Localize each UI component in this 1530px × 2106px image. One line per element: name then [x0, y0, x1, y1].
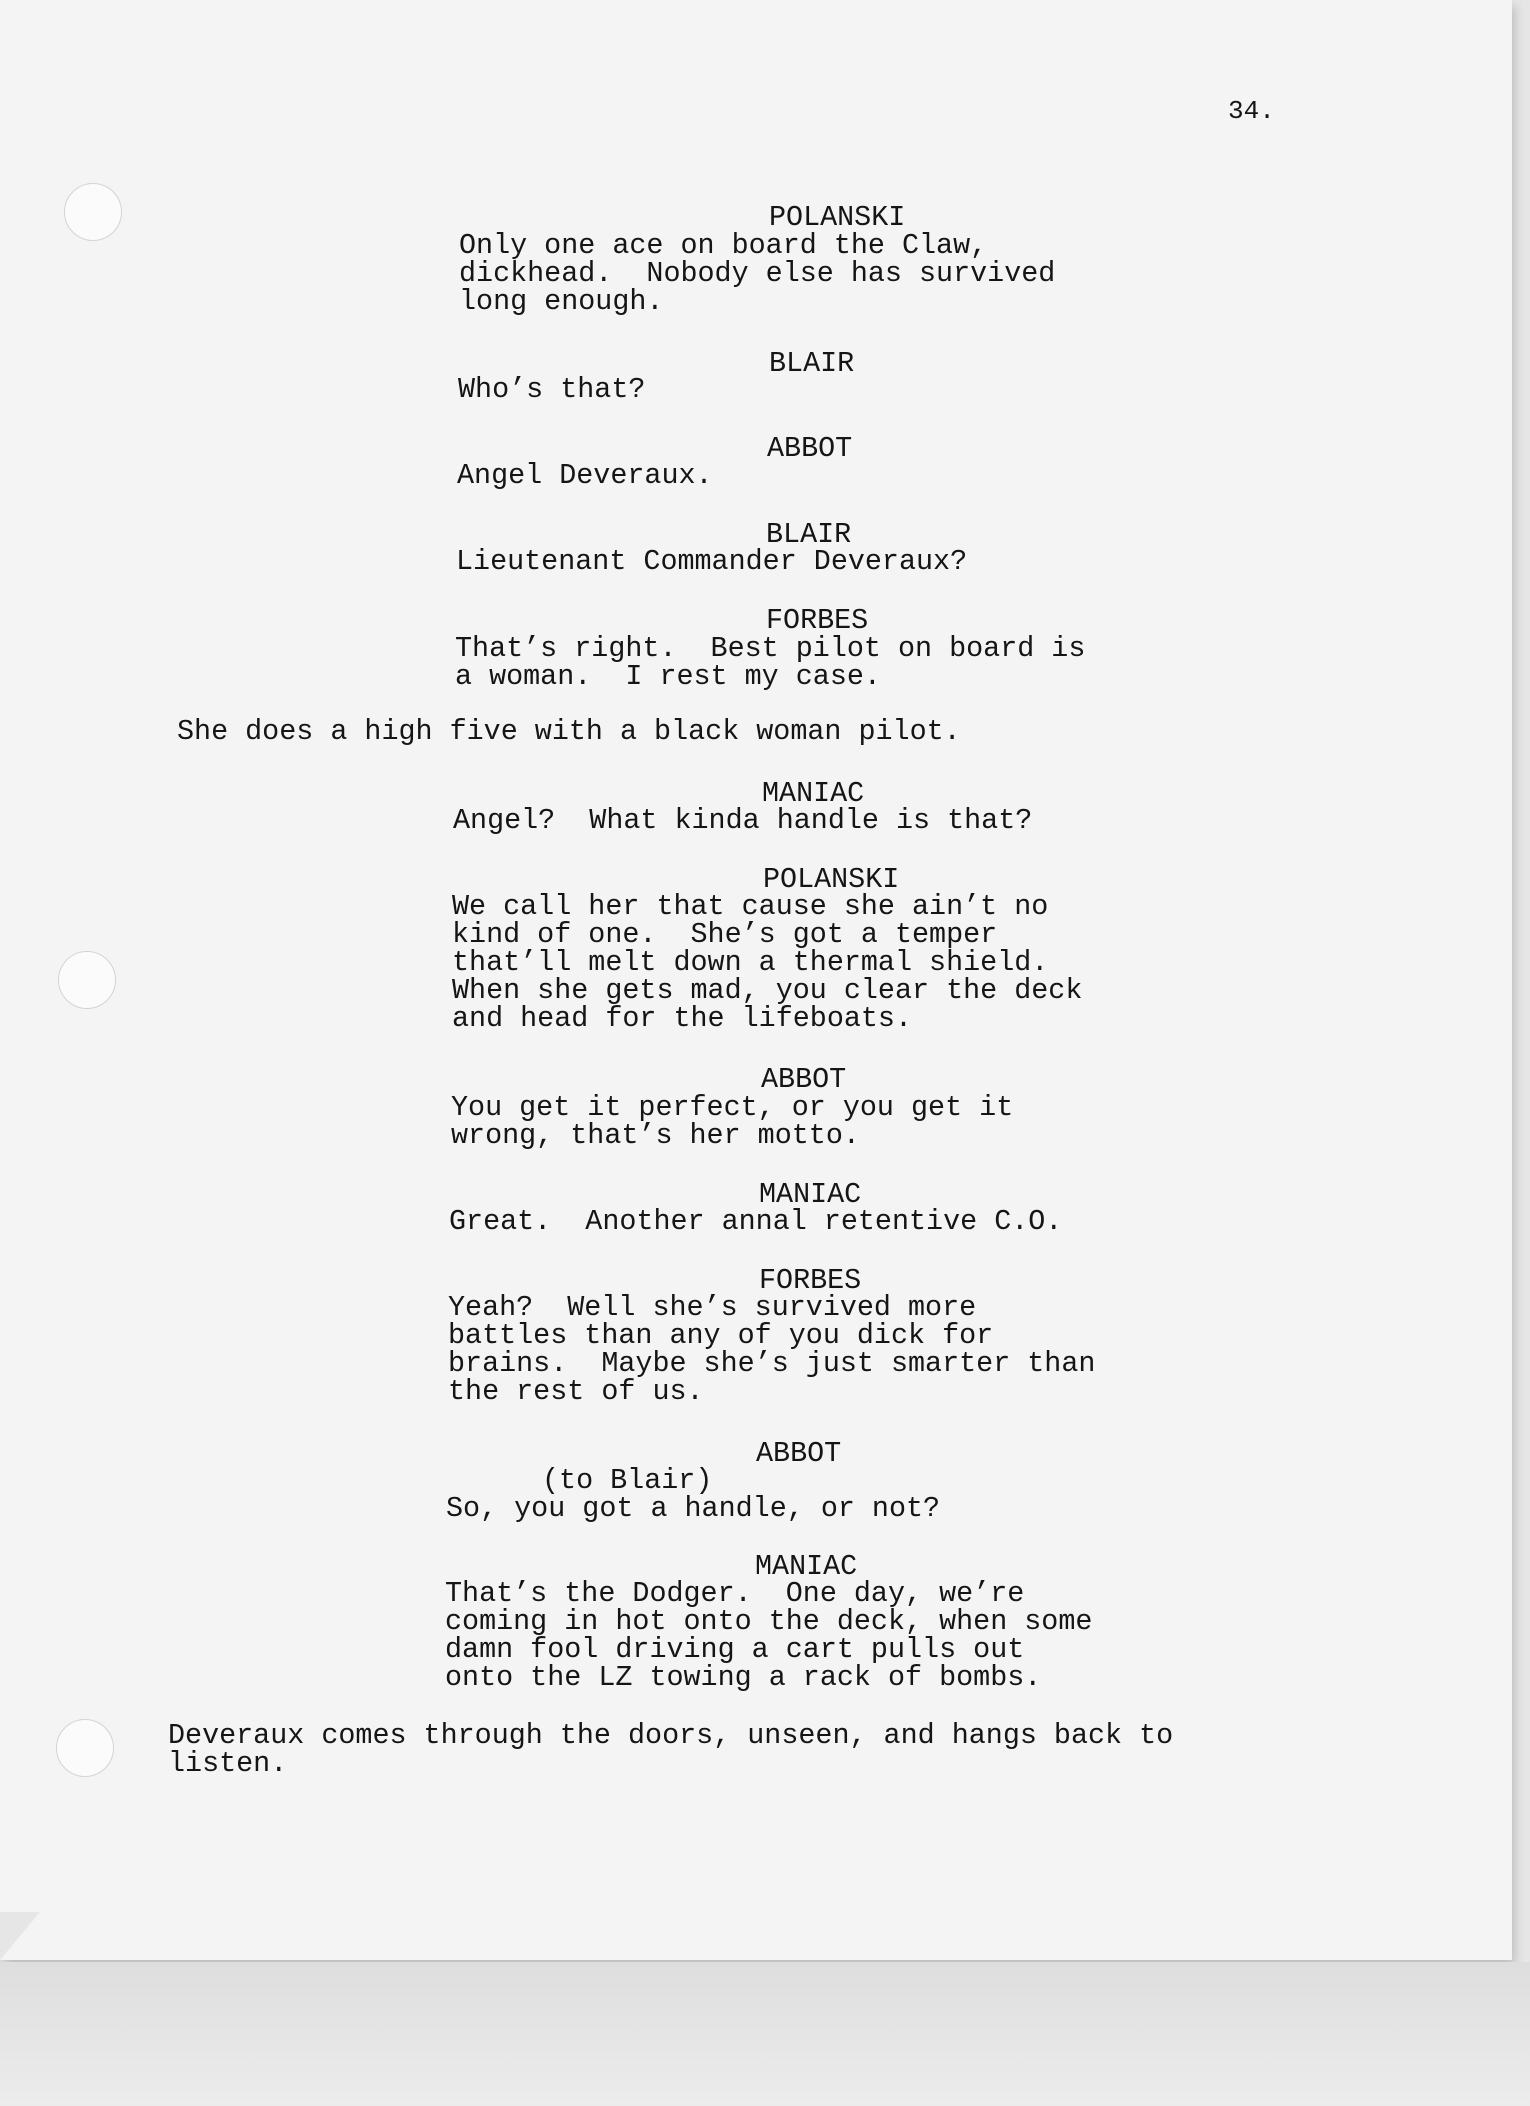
- dialogue-line: battles than any of you dick for: [448, 1319, 994, 1352]
- dialogue-line: dickhead. Nobody else has survived: [459, 257, 1056, 290]
- dialogue-line: That’s right. Best pilot on board is: [455, 632, 1086, 665]
- dialogue-line: Yeah? Well she’s survived more: [448, 1291, 977, 1324]
- dialogue-line: a woman. I rest my case.: [455, 660, 881, 693]
- action-line: listen.: [168, 1747, 288, 1780]
- dialogue-line: Lieutenant Commander Deveraux?: [456, 545, 968, 578]
- action-line: She does a high five with a black woman pilot.: [177, 715, 961, 748]
- dialogue-line: That’s the Dodger. One day, we’re: [445, 1577, 1025, 1610]
- dialogue-line: long enough.: [459, 285, 664, 318]
- character-name: ABBOT: [767, 432, 853, 465]
- character-name: MANIAC: [755, 1550, 858, 1583]
- dialogue-line: brains. Maybe she’s just smarter than: [448, 1347, 1096, 1380]
- scan-background: [0, 1962, 1530, 2106]
- dialogue-line: Angel Deveraux.: [457, 459, 713, 492]
- dialogue-line: We call her that cause she ain’t no: [452, 890, 1049, 923]
- dialogue-line: Only one ace on board the Claw,: [459, 229, 988, 262]
- dialogue-line: onto the LZ towing a rack of bombs.: [445, 1661, 1042, 1694]
- dialogue-line: Who’s that?: [458, 373, 646, 406]
- character-name: ABBOT: [761, 1063, 847, 1096]
- dialogue-line: the rest of us.: [448, 1375, 704, 1408]
- character-name: MANIAC: [759, 1178, 862, 1211]
- character-name: POLANSKI: [769, 201, 906, 234]
- character-name: FORBES: [759, 1264, 862, 1297]
- dialogue-line: wrong, that’s her motto.: [451, 1119, 860, 1152]
- character-name: FORBES: [766, 604, 869, 637]
- character-name: BLAIR: [769, 347, 855, 380]
- dialogue-line: that’ll melt down a thermal shield.: [452, 946, 1049, 979]
- binder-hole-middle: [58, 951, 116, 1009]
- character-name: ABBOT: [756, 1437, 842, 1470]
- character-name: POLANSKI: [763, 863, 900, 896]
- dialogue-line: So, you got a handle, or not?: [446, 1492, 941, 1525]
- folded-corner: [0, 1912, 40, 1960]
- binder-hole-top: [64, 183, 122, 241]
- character-name: MANIAC: [762, 777, 865, 810]
- dialogue-line: You get it perfect, or you get it: [451, 1091, 1014, 1124]
- dialogue-line: When she gets mad, you clear the deck: [452, 974, 1083, 1007]
- dialogue-line: damn fool driving a cart pulls out: [445, 1633, 1025, 1666]
- character-name: BLAIR: [766, 518, 852, 551]
- dialogue-line: kind of one. She’s got a temper: [452, 918, 998, 951]
- action-line: Deveraux comes through the doors, unseen, and hangs back to: [168, 1719, 1174, 1752]
- page-number: 34.: [1228, 96, 1275, 126]
- dialogue-line: Angel? What kinda handle is that?: [453, 804, 1033, 837]
- dialogue-line: and head for the lifeboats.: [452, 1002, 913, 1035]
- dialogue-line: Great. Another annal retentive C.O.: [449, 1205, 1063, 1238]
- parenthetical: (to Blair): [542, 1464, 713, 1497]
- dialogue-line: coming in hot onto the deck, when some: [445, 1605, 1093, 1638]
- binder-hole-bottom: [56, 1719, 114, 1777]
